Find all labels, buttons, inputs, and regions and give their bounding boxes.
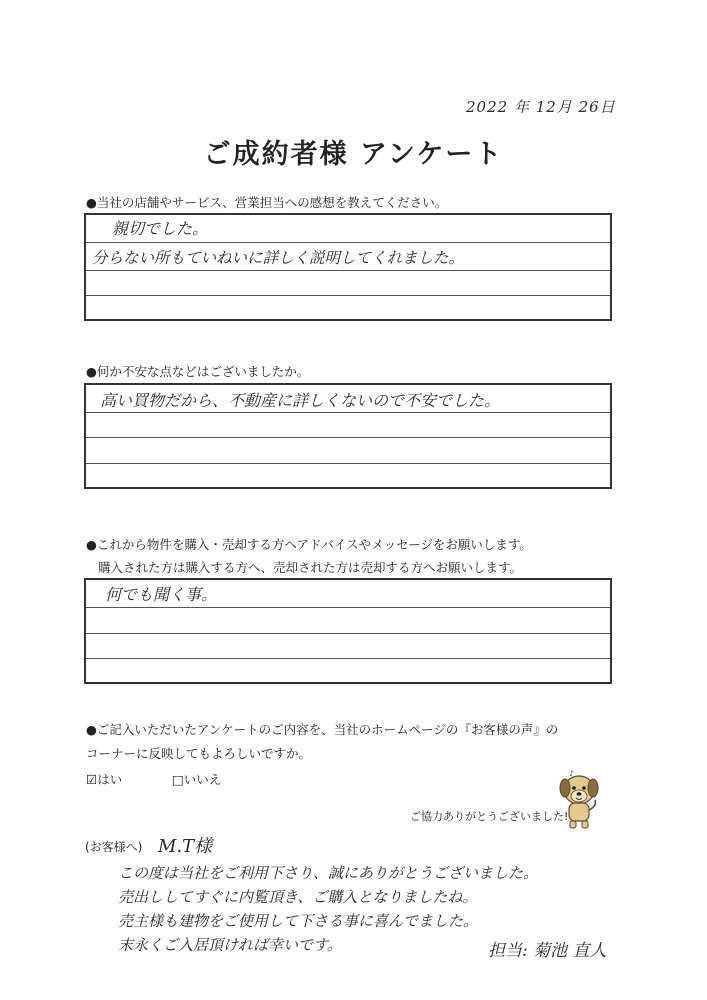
thanks-message: ご協力ありがとうございました! bbox=[410, 810, 569, 823]
customer-name: M.T様 bbox=[158, 836, 213, 857]
consent-yes-checkbox[interactable]: ☑はい bbox=[86, 772, 123, 787]
question-4-continued: コーナーに反映してもよろしいですか。 bbox=[86, 746, 312, 761]
question-3-note: 購入された方は購入する方へ、売却された方は売却する方へお願いします。 bbox=[98, 560, 523, 575]
message-line-2: 売出ししてすぐに内覧頂き、ご購入となりましたね。 bbox=[118, 888, 478, 906]
ruled-line bbox=[86, 437, 610, 438]
answer-1-line-1: 親切でした。 bbox=[112, 219, 209, 238]
question-1: ●当社の店舗やサービス、営業担当への感想を教えてください。 bbox=[86, 195, 448, 210]
ruled-line bbox=[86, 463, 610, 464]
staff-signature: 担当: 菊池 直人 bbox=[488, 941, 607, 961]
answer-2-line-1: 高い買物だから、不動産に詳しくないので不安でした。 bbox=[100, 391, 501, 410]
message-line-4: 末永くご入居頂ければ幸いです。 bbox=[118, 936, 342, 954]
survey-date: 2022 年 12月 26日 bbox=[466, 98, 616, 116]
ruled-line bbox=[86, 633, 610, 634]
message-line-1: この度は当社をご利用下さり、誠にありがとうございました。 bbox=[118, 864, 539, 882]
ruled-line bbox=[86, 295, 610, 296]
page-title: ご成約者様 アンケート bbox=[203, 139, 504, 170]
customer-label: (お客様へ) bbox=[85, 840, 143, 854]
ruled-line bbox=[86, 412, 610, 413]
ruled-line bbox=[86, 658, 610, 659]
ruled-line bbox=[86, 270, 610, 271]
question-4: ●ご記入いただいたアンケートのご内容を、当社のホームページの『お客様の声』の bbox=[86, 722, 559, 737]
dog-mascot-icon bbox=[555, 768, 603, 834]
ruled-line bbox=[86, 242, 610, 243]
answer-1-line-2: 分らない所もていねいに詳しく説明してくれました。 bbox=[92, 249, 465, 267]
consent-no-checkbox[interactable]: □いいえ bbox=[172, 772, 222, 787]
svg-text:♪: ♪ bbox=[569, 769, 575, 778]
question-2: ●何か不安な点などはございましたか。 bbox=[86, 364, 310, 379]
message-line-3: 売主様も建物をご使用して下さる事に喜んでました。 bbox=[118, 912, 479, 930]
question-3: ●これから物件を購入・売却する方へアドバイスやメッセージをお願いします。 bbox=[86, 537, 532, 552]
answer-3-line-1: 何でも聞く事。 bbox=[105, 585, 218, 604]
ruled-line bbox=[86, 607, 610, 608]
